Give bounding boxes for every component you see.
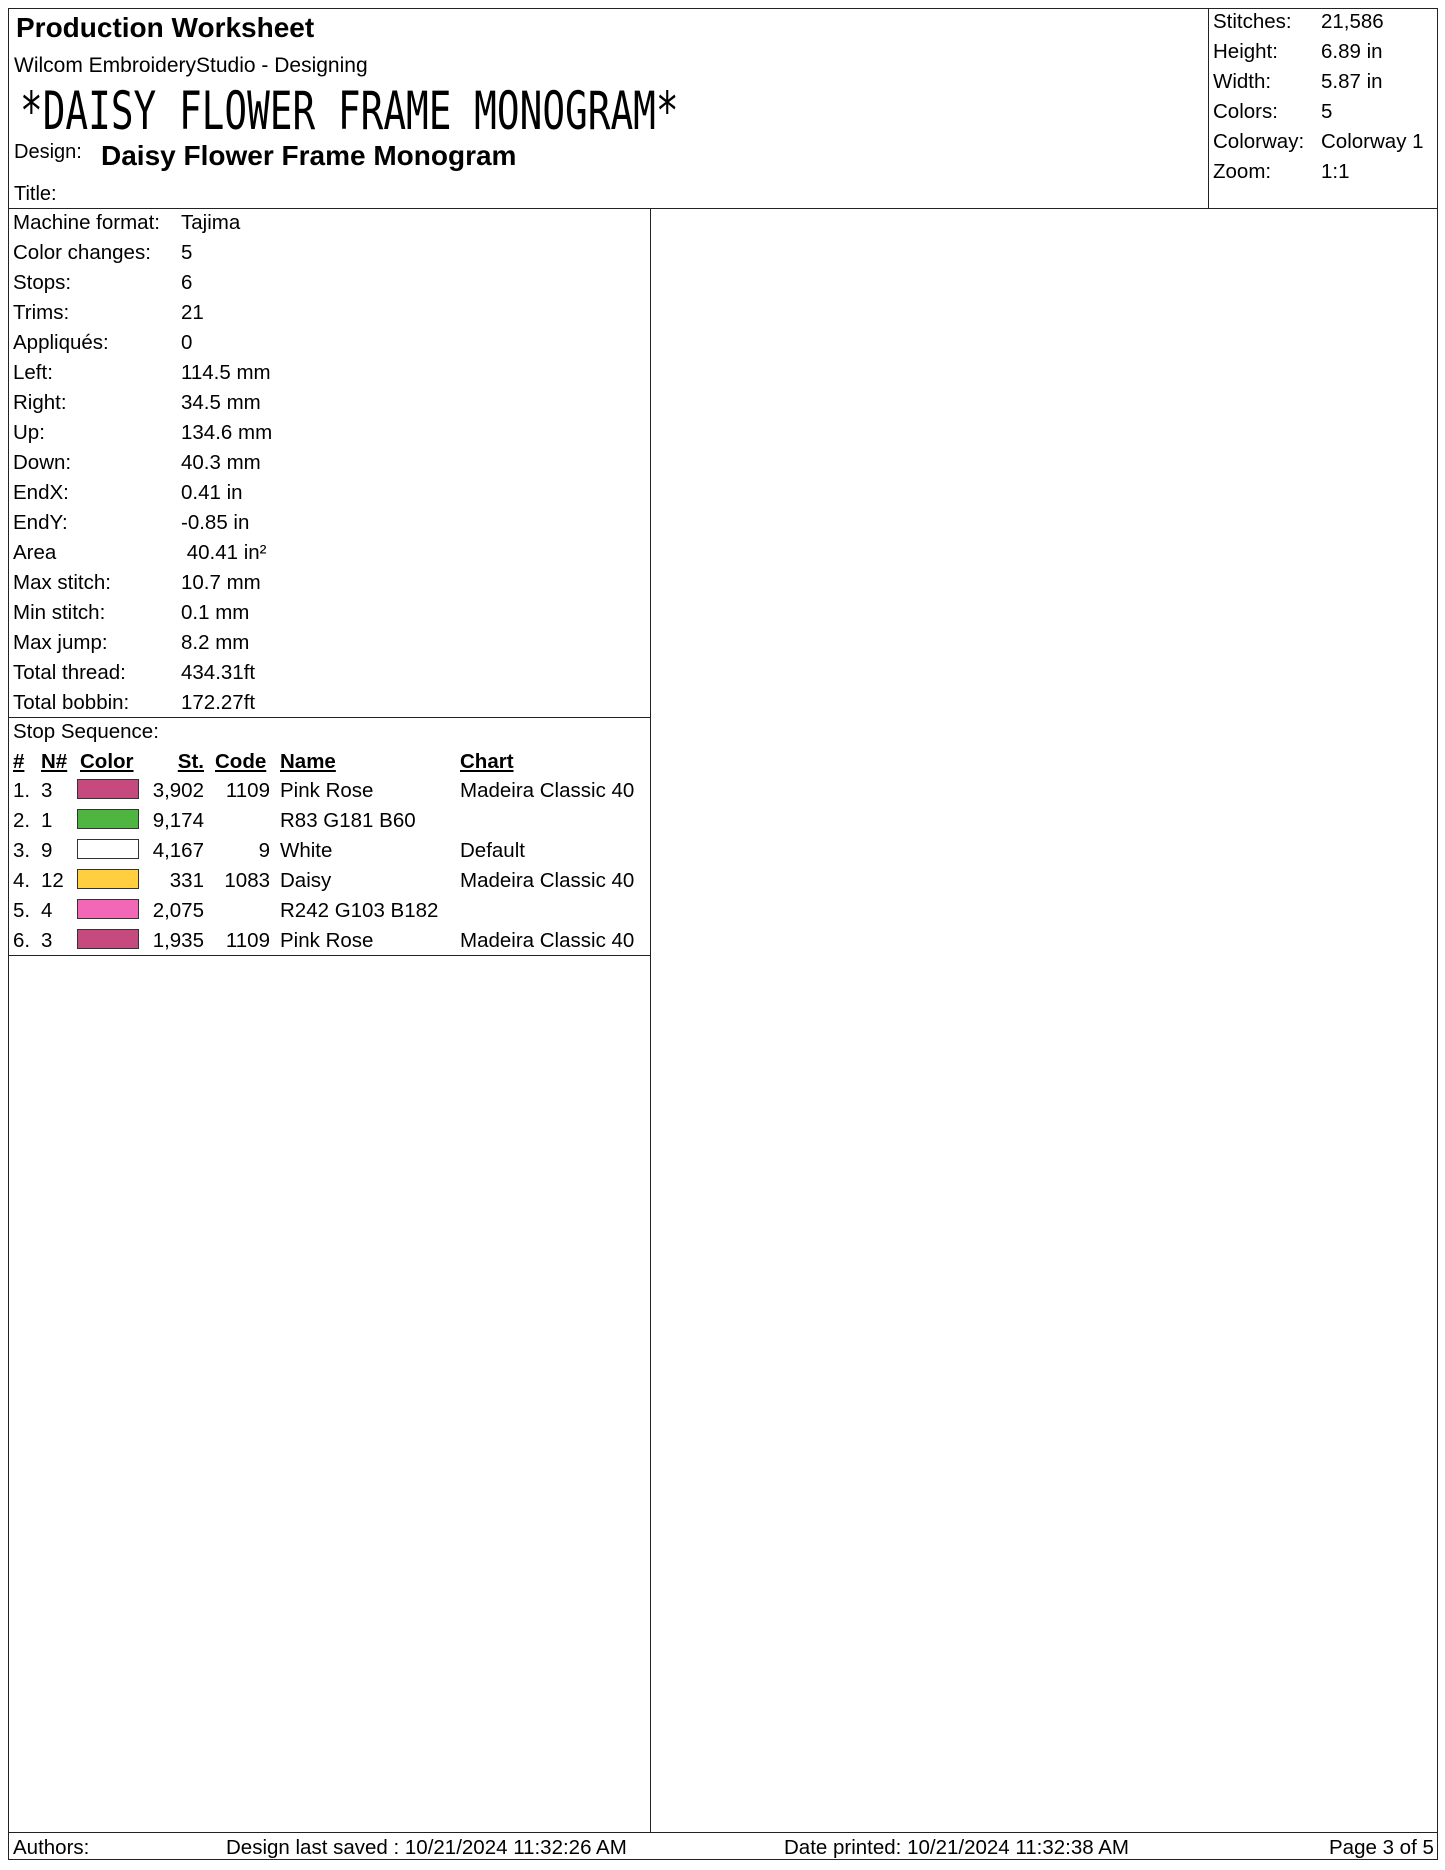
row-number: 5. (13, 899, 31, 922)
color-swatch (77, 779, 139, 799)
color-swatch (77, 899, 139, 919)
summary-label: Zoom: (1213, 160, 1272, 183)
row-chart: Madeira Classic 40 (460, 869, 635, 892)
row-needle: 12 (41, 869, 64, 892)
software-name: Wilcom EmbroideryStudio - Designing (14, 54, 368, 77)
footer-page-number: Page 3 of 5 (1329, 1836, 1434, 1859)
row-name: White (280, 839, 333, 862)
row-needle: 3 (41, 779, 53, 802)
row-stitches: 1,935 (152, 929, 204, 952)
stats-divider (8, 717, 650, 718)
summary-label: Colors: (1213, 100, 1278, 123)
column-header-code: Code (215, 750, 267, 773)
stat-label: Left: (13, 361, 53, 384)
summary-value: 6.89 in (1321, 40, 1383, 63)
stat-value: 0.41 in (181, 481, 243, 504)
footer-divider (8, 1832, 1438, 1833)
footer-date-printed: Date printed: 10/21/2024 11:32:38 AM (784, 1836, 1129, 1859)
row-number: 2. (13, 809, 31, 832)
row-code: 1109 (225, 779, 270, 802)
row-stitches: 3,902 (152, 779, 204, 802)
stat-label: Color changes: (13, 241, 151, 264)
row-number: 1. (13, 779, 31, 802)
design-preview-area (651, 209, 1437, 1831)
stat-value: -0.85 in (181, 511, 250, 534)
row-needle: 3 (41, 929, 53, 952)
row-name: Pink Rose (280, 779, 374, 802)
stat-value: 40.3 mm (181, 451, 261, 474)
column-header-stitches: St. (177, 750, 204, 773)
summary-label: Stitches: (1213, 10, 1292, 33)
footer-last-saved: Design last saved : 10/21/2024 11:32:26 AM (226, 1836, 627, 1859)
summary-label: Width: (1213, 70, 1272, 93)
design-banner: *DAISY FLOWER FRAME MONOGRAM* (20, 79, 679, 142)
color-swatch (77, 809, 139, 829)
column-header-num: # (13, 750, 25, 773)
stat-label: Total thread: (13, 661, 126, 684)
stat-value: 114.5 mm (181, 361, 271, 384)
design-name: Daisy Flower Frame Monogram (101, 140, 517, 171)
design-label: Design: (14, 141, 82, 163)
row-number: 4. (13, 869, 31, 892)
stat-value: 434.31ft (181, 661, 256, 684)
row-stitches: 331 (169, 869, 204, 892)
stat-value: 8.2 mm (181, 631, 250, 654)
summary-label: Colorway: (1213, 130, 1305, 153)
stat-label: EndY: (13, 511, 68, 534)
row-stitches: 2,075 (152, 899, 204, 922)
stop-sequence-title: Stop Sequence: (13, 720, 159, 743)
summary-value: 1:1 (1321, 160, 1350, 183)
stat-label: EndX: (13, 481, 69, 504)
summary-value: 5 (1321, 100, 1333, 123)
stat-label: Down: (13, 451, 72, 474)
row-code: 1109 (225, 929, 270, 952)
stat-value: 6 (181, 271, 193, 294)
summary-value: Colorway 1 (1321, 130, 1424, 153)
stat-label: Max jump: (13, 631, 108, 654)
row-code: 1083 (224, 869, 270, 892)
column-header-chart: Chart (460, 750, 514, 773)
row-stitches: 9,174 (152, 809, 204, 832)
stat-value: 0.1 mm (181, 601, 250, 624)
title-label: Title: (14, 183, 57, 205)
color-swatch (77, 929, 139, 949)
row-number: 6. (13, 929, 31, 952)
color-swatch (77, 869, 139, 889)
summary-divider (1208, 8, 1209, 208)
stat-label: Total bobbin: (13, 691, 130, 714)
row-needle: 1 (41, 809, 53, 832)
row-name: R242 G103 B182 (280, 899, 439, 922)
summary-label: Height: (1213, 40, 1278, 63)
row-chart: Madeira Classic 40 (460, 779, 635, 802)
stat-value: 10.7 mm (181, 571, 261, 594)
column-header-color: Color (80, 750, 134, 773)
stat-value: 34.5 mm (181, 391, 261, 414)
stat-label: Right: (13, 391, 67, 414)
row-chart: Default (460, 839, 525, 862)
stat-label: Stops: (13, 271, 72, 294)
row-name: R83 G181 B60 (280, 809, 416, 832)
stat-value: 40.41 in² (181, 541, 267, 564)
row-name: Daisy (280, 869, 332, 892)
row-name: Pink Rose (280, 929, 374, 952)
stat-label: Trims: (13, 301, 70, 324)
stop-sequence-divider (8, 955, 650, 956)
row-code: 9 (258, 839, 270, 862)
row-stitches: 4,167 (152, 839, 204, 862)
stat-value: 134.6 mm (181, 421, 273, 444)
stat-label: Machine format: (13, 211, 160, 234)
stat-value: 21 (181, 301, 204, 324)
stat-label: Min stitch: (13, 601, 106, 624)
stat-value: 5 (181, 241, 193, 264)
summary-value: 21,586 (1321, 10, 1384, 33)
row-chart: Madeira Classic 40 (460, 929, 635, 952)
row-needle: 9 (41, 839, 53, 862)
footer-authors: Authors: (13, 1836, 90, 1859)
stat-value: 172.27ft (181, 691, 256, 714)
stat-label: Area (13, 541, 57, 564)
stat-value: Tajima (181, 211, 241, 234)
row-number: 3. (13, 839, 31, 862)
stat-label: Appliqués: (13, 331, 109, 354)
stat-label: Max stitch: (13, 571, 111, 594)
summary-value: 5.87 in (1321, 70, 1383, 93)
stat-label: Up: (13, 421, 45, 444)
row-needle: 4 (41, 899, 53, 922)
column-header-needle: N# (41, 750, 68, 773)
page-title: Production Worksheet (16, 12, 315, 43)
stat-value: 0 (181, 331, 193, 354)
column-header-name: Name (280, 750, 336, 773)
color-swatch (77, 839, 139, 859)
